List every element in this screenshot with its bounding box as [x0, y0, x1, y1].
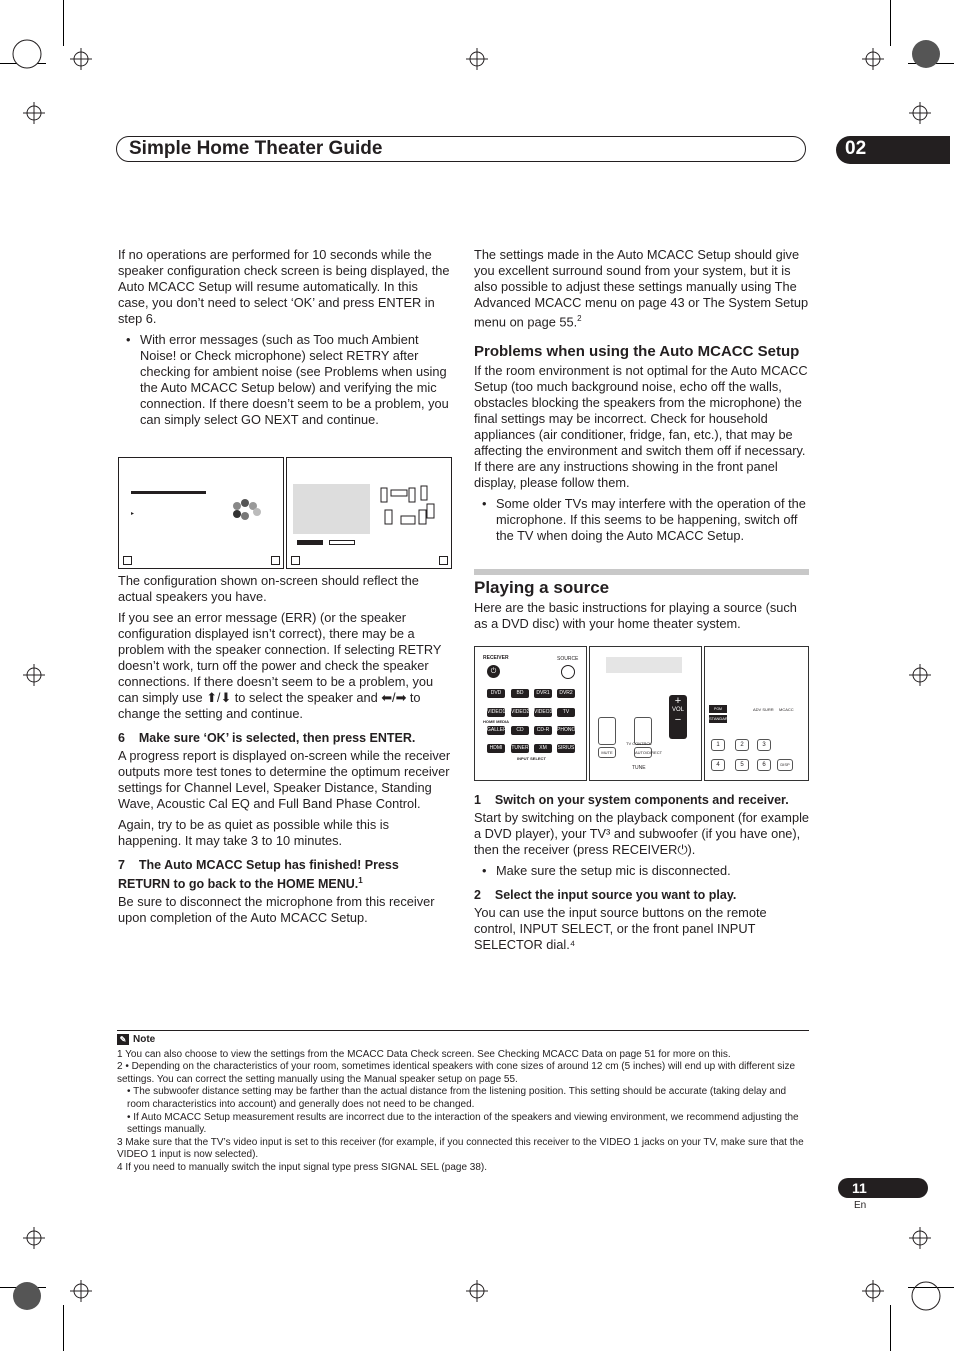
- page-number: 11: [852, 1180, 867, 1196]
- video1-button: VIDEO1: [487, 709, 506, 715]
- section-heading-problems: Problems when using the Auto MCACC Setup: [474, 343, 800, 361]
- right-column-steps: [474, 784, 810, 958]
- right-column-top: [474, 247, 810, 549]
- footnote-ref: 1: [358, 876, 363, 885]
- footnote: 4 If you need to manually switch the input signal type press SIGNAL SEL (page 38).: [117, 1161, 488, 1173]
- footnote: 2 • Depending on the characteristics of your room, sometimes identical speakers with cone sizes of around 12 cm (5 inches) will end up with different size settings. You can correct the setting manually using the Manual speaker setup on page 55.: [117, 1061, 796, 1085]
- return-icon: [123, 556, 132, 565]
- step-text: Switch on your system components and receiver.: [494, 793, 789, 807]
- notes-divider: [117, 1030, 809, 1031]
- footnote-ref: 2: [577, 314, 582, 323]
- bullet-item: • Make sure the setup mic is disconnected.: [474, 863, 810, 879]
- mute-button: AUTO/DIRECT: [634, 747, 652, 758]
- number-4-button: 4: [711, 759, 725, 771]
- language-label: En: [854, 1200, 867, 1211]
- phono-button: PHONO: [557, 727, 576, 733]
- footnote: 1 You can also choose to view the settings from the MCACC Data Check screen. See Checking MCACC Data on page 51 for more on this.: [117, 1048, 731, 1060]
- dvr2-button: DVR2: [557, 689, 575, 698]
- power-icon: ⏻: [487, 665, 500, 678]
- paragraph: If no operations are performed for 10 seconds while the speaker configuration check screen is being displayed, the Auto MCACC Setup will resume automatically. In this case, you don’t need to select ‘OK’ and press ENTER in step 6.: [118, 247, 450, 326]
- chapter-number: 02: [845, 138, 867, 159]
- cd-button: CD: [511, 726, 529, 735]
- footnote: 3 Make sure that the TV’s video input is set to this receiver (for example, if you connected this receiver to the VIDEO 1 jacks on your TV, make sure that the VIDEO 1 input is now selected).: [117, 1136, 804, 1161]
- bullet-item: • With error messages (such as Too much Ambient Noise! or Check microphone) select RETRY after checking for ambient noise (see Problems when using the Auto MCACC Setup below) and verifying the mic connection. If there doesn’t seem to be a problem, you can simply select GO NEXT and continue.: [118, 332, 452, 428]
- notes-title: Note: [133, 1034, 156, 1045]
- bd-button: BD: [511, 689, 529, 698]
- cursor-icon: ▸: [131, 511, 135, 517]
- right-column-playing: [474, 580, 810, 637]
- step-heading: [118, 857, 452, 892]
- enter-icon: [439, 556, 448, 565]
- left-column-top: [118, 247, 452, 433]
- paragraph-text: The settings made in the Auto MCACC Setup should give you excellent surround sound from your system, but it is also possible to adjust these settings manually using The Advanced MCACC menu on page 43 or The System Setup menu on page 55.: [474, 247, 809, 330]
- screen-illustration-left: [118, 457, 284, 569]
- video3-button: VIDEO3: [534, 709, 553, 715]
- step-number: 7: [118, 858, 125, 872]
- footnote: • The subwoofer distance setting may be farther than the actual distance from the listening position. This setting should be accurate (taking delay and room characteristics into account) and generally does not need to be changed.: [127, 1086, 787, 1110]
- step-number: 1: [474, 793, 481, 807]
- hdmi-button: HDMI: [487, 744, 505, 753]
- tv-control-label: TV CONTROL: [626, 741, 652, 746]
- bullet-item: • Some older TVs may interfere with the operation of the microphone. If this seems to be happening, switch off the TV when doing the Auto MCACC Setup.: [474, 496, 810, 544]
- speaker-dots-icon: [229, 498, 263, 522]
- dvr1-button: DVR1: [534, 689, 552, 698]
- pgm-button: STANDARD: [709, 716, 731, 721]
- home-media-label: HOME MEDIA: [483, 719, 509, 724]
- xm-button: XM: [534, 744, 552, 753]
- paragraph: Be sure to disconnect the microphone from this receiver upon completion of the Auto MCACC Setup.: [118, 894, 435, 926]
- input-button: MUTE: [598, 747, 616, 758]
- number-2-button: 2: [735, 739, 749, 751]
- video2-button: VIDEO2: [511, 709, 530, 715]
- tune-label: TUNE: [632, 765, 646, 771]
- gallery-button: GALLERY: [487, 727, 510, 733]
- paragraph: Again, try to be as quiet as possible while this is happening. It may take 3 to 10 minutes.: [118, 817, 390, 848]
- step-heading: [474, 887, 810, 903]
- speaker-layout-icon: [377, 478, 447, 538]
- volume-rocker: + VOL −: [669, 695, 687, 739]
- paragraph: Here are the basic instructions for playing a source (such as a DVD disc) with your home theater system.: [474, 600, 797, 631]
- remote-illustration-right: [704, 646, 809, 781]
- page-title: Simple Home Theater Guide: [129, 138, 383, 159]
- input-select-label: INPUT SELECT: [517, 756, 546, 761]
- remote-illustration-left: [474, 646, 587, 781]
- notes-section: [117, 1030, 809, 1175]
- page-number-badge: [838, 1178, 928, 1198]
- standard-label: ADV SURR: [753, 707, 774, 712]
- paragraph: A progress report is displayed on-screen while the receiver outputs more test tones to determine the optimum receiver settings for Channel Level, Speaker Distance, Standing Wave, Acoustic Cal EQ and Full Band Phase Control.: [118, 748, 451, 811]
- sirius-button: SIRIUS: [557, 745, 575, 751]
- remote-display: [606, 657, 682, 673]
- number-3-button: 3: [757, 739, 771, 751]
- number-1-button: 1: [711, 739, 725, 751]
- tuner-button: TUNER: [511, 745, 529, 751]
- paragraph: Start by switching on the playback component (for example a DVD player), your TV³ and subwoofer (if you have one), then the receiver (press RECEIVER⏻).: [474, 810, 810, 857]
- adv-surr-label: MCACC: [779, 707, 794, 712]
- screen-illustration-right: [286, 457, 452, 569]
- left-column-bottom: [118, 573, 452, 931]
- progress-bar: [131, 491, 206, 494]
- vol-label: VOL: [671, 707, 684, 713]
- chapter-badge: [836, 136, 950, 164]
- remote-illustration-middle: [589, 646, 702, 781]
- note-pencil-icon: ✎: [117, 1034, 129, 1045]
- section-heading-playing: Playing a source: [474, 578, 610, 597]
- receiver-label: RECEIVER: [483, 655, 509, 661]
- footnote: • If Auto MCACC Setup measurement results are incorrect due to the interaction of the speakers and viewing environment, we recommend adjusting the settings manually.: [127, 1111, 799, 1136]
- tv-button: TV: [557, 708, 575, 717]
- display-panel: [293, 484, 370, 534]
- step-heading: [118, 730, 452, 746]
- step-number: 6: [118, 731, 125, 745]
- source-label: SOURCE: [557, 656, 579, 662]
- step-number: 2: [474, 888, 481, 902]
- dvd-button: DVD: [487, 689, 505, 698]
- return-icon: [291, 556, 300, 565]
- paragraph: [474, 247, 810, 330]
- enter-icon: [271, 556, 280, 565]
- number-6-button: 6: [757, 759, 771, 771]
- paragraph: If you see an error message (ERR) (or the speaker configuration displayed isn’t correct), there may be a problem with the speaker connection. If selecting RETRY doesn’t work, turn off the power and check the speaker connections. If there doesn’t seem to be a problem, you can simply use ⬆/⬇ to select the speaker and ⬅/➡ to change the setting and continue.: [118, 610, 442, 721]
- step-text: Make sure ‘OK’ is selected, then press ENTER.: [138, 731, 416, 745]
- auto-direct-button: PGM: [709, 705, 727, 713]
- source-power-button: [561, 665, 575, 679]
- retry-button: [329, 540, 355, 545]
- ch-rocker: [598, 717, 616, 745]
- notes-heading: [117, 1034, 809, 1047]
- paragraph: You can use the input source buttons on the remote control, INPUT SELECT, or the front panel INPUT SELECTOR dial.⁴: [474, 905, 767, 952]
- step-heading: [474, 792, 810, 808]
- cdr-button: CD-R: [534, 726, 552, 735]
- paragraph: The configuration shown on-screen should reflect the actual speakers you have.: [118, 573, 419, 604]
- ok-button: [297, 540, 323, 545]
- step-text: Select the input source you want to play.: [494, 888, 737, 902]
- disp-button: DISP: [777, 759, 793, 771]
- section-divider: [474, 569, 809, 575]
- number-5-button: 5: [735, 759, 749, 771]
- paragraph: If the room environment is not optimal for the Auto MCACC Setup (too much background noise, echo off the walls, obstacles blocking the speakers from the microphone) the final settings may be incorrect. Check for household appliances (air conditioner, fridge, fan, etc.), that may be affecting the environment and switch them off if necessary. If there are any instructions showing in the front panel display, please follow them.: [474, 363, 808, 491]
- header-title-bar: [116, 136, 806, 162]
- step-text: The Auto MCACC Setup has finished! Press RETURN to go back to the HOME MENU.: [118, 858, 399, 892]
